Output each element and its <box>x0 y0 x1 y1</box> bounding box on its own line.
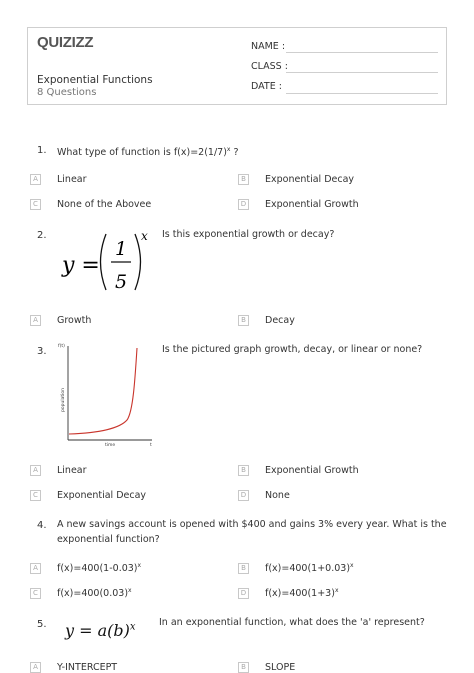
option-label: Exponential Decay <box>265 174 355 185</box>
option-box[interactable]: A <box>30 174 41 185</box>
option-box[interactable]: B <box>238 465 249 476</box>
question-text-line1: A new savings account is opened with $400 and gains 3% every year. What is the <box>57 519 447 530</box>
option-box[interactable]: B <box>238 662 249 673</box>
option-label: Decay <box>265 315 295 326</box>
question-number: 1. <box>37 145 47 156</box>
option-box[interactable]: A <box>30 465 41 476</box>
class-label: CLASS : <box>251 61 288 72</box>
question-text: Is this exponential growth or decay? <box>162 229 335 240</box>
date-label: DATE : <box>251 81 282 92</box>
formula-image <box>60 228 155 296</box>
name-field[interactable] <box>286 52 438 53</box>
option-label: $f(x)=400(1-0.03)^x$ <box>57 562 142 575</box>
option-box[interactable]: B <box>238 315 249 326</box>
question-number: 5. <box>37 619 47 630</box>
worksheet-subtitle: 8 Questions <box>37 87 97 98</box>
graph-ylabel: population <box>61 388 66 412</box>
exponential-curve <box>69 348 137 434</box>
option-box[interactable]: A <box>30 563 41 574</box>
option-box[interactable]: A <box>30 315 41 326</box>
growth-graph <box>55 340 160 450</box>
option-label: $f(x)=400(1+0.03)^x$ <box>265 562 354 575</box>
graph-top-label: f(t) <box>58 344 65 349</box>
option-label: SLOPE <box>265 662 296 673</box>
formula-numerator: 1 <box>115 238 128 260</box>
option-label: Exponential Decay <box>57 490 147 501</box>
formula-exponent: x <box>141 229 148 243</box>
option-label: Exponential Growth <box>265 465 359 476</box>
question-number: 4. <box>37 520 47 531</box>
option-label: $f(x)=400(0.03)^x$ <box>57 587 132 600</box>
formula-text: $y = a(b)^x$ <box>65 621 136 640</box>
question-text: What type of function is $f(x)=2(1/7)^x$ ? <box>57 146 239 159</box>
option-box[interactable]: C <box>30 490 41 501</box>
right-paren <box>135 234 141 290</box>
formula-denominator: 5 <box>115 271 128 293</box>
question-text: Is the pictured graph growth, decay, or linear or none? <box>162 344 423 355</box>
worksheet-title: Exponential Functions <box>37 74 153 86</box>
option-label: Growth <box>57 315 92 326</box>
question-number: 3. <box>37 346 47 357</box>
option-box[interactable]: D <box>238 588 249 599</box>
option-label: $f(x)=400(1+3)^x$ <box>265 587 339 600</box>
option-box[interactable]: D <box>238 490 249 501</box>
option-box[interactable]: D <box>238 199 249 210</box>
class-field[interactable] <box>286 72 438 73</box>
option-label: Y-INTERCEPT <box>57 662 118 673</box>
name-label: NAME : <box>251 41 286 52</box>
option-box[interactable]: B <box>238 174 249 185</box>
question-number: 2. <box>37 230 47 241</box>
quizizz-logo: QUIZIZZ <box>37 34 94 51</box>
option-box[interactable]: C <box>30 588 41 599</box>
option-box[interactable]: C <box>30 199 41 210</box>
option-label: Linear <box>57 174 87 185</box>
option-label: Exponential Growth <box>265 199 359 210</box>
question-text: In an exponential function, what does the 'a' represent? <box>159 617 425 628</box>
left-paren <box>101 234 107 290</box>
formula-lhs: y = <box>62 253 100 278</box>
option-box[interactable]: A <box>30 662 41 673</box>
graph-xlabel: time <box>105 443 116 448</box>
question-text-line2: exponential function? <box>57 534 160 545</box>
option-label: None <box>265 490 290 501</box>
option-label: Linear <box>57 465 87 476</box>
graph-right-label: t <box>150 443 152 448</box>
option-box[interactable]: B <box>238 563 249 574</box>
option-label: None of the Abovee <box>57 199 152 210</box>
date-field[interactable] <box>286 93 438 94</box>
